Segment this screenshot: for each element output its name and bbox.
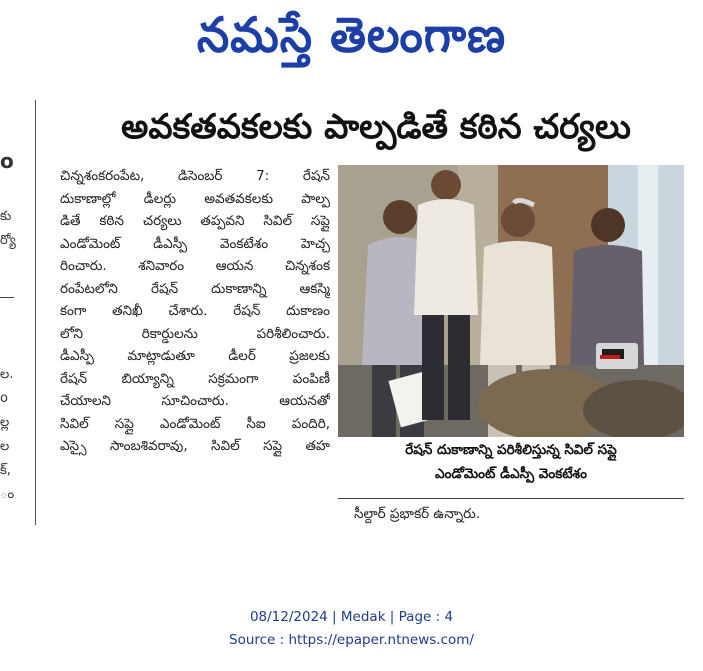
article-headline: అవకతవకలకు పాల్పడితే కఠిన చర్యలు [121,107,631,147]
body-line: ఎండోమెంట్ డీఎస్పీ వెంకటేశం హెచ్చ [60,235,330,252]
adjacent-column-fragment [0,135,22,525]
text-fragment: o [0,391,8,406]
page-footer [0,606,703,652]
body-line: చేయాలని సూచించారు. ఆయనతో [60,393,330,409]
body-line: దుకాణాల్లో డీలర్లు అవతవకలకు పాల్ప [60,190,330,207]
text-fragment: ల. [0,367,14,382]
masthead [0,0,703,82]
text-fragment: ల [0,439,10,454]
caption-line: ఎండోమెంట్ డీఎస్పీ వెంకటేశం [435,466,587,482]
text-fragment: o [0,149,14,173]
photo-caption [338,438,684,499]
body-line: ఎస్సై సాంబశివరావు, సివిల్ సప్లై తహ [60,438,330,454]
article-continued-line: సీల్దార్ ప్రభాకర్ ఉన్నారు. [354,506,481,522]
article-body [60,165,330,458]
body-line: డీఎస్పీ మాట్లాడుతూ డీలర్ ప్రజలకు [60,348,330,364]
edition-info: 08/12/2024 | Medak | Page : 4 [249,609,454,625]
text-fragment: క్, [0,463,11,478]
body-line: డితే కఠిన చర్యలు తప్పవని సివిల్ సప్లై [60,213,330,229]
body-line: చిన్నశంకరంపేట, డిసెంబర్ 7: రేషన్ [60,168,330,184]
body-line: సివిల్ సప్లై ఎండోమెంట్ సీఐ పందిరి, [60,415,330,432]
article-photo [338,165,684,437]
column-divider [35,100,36,525]
source-link[interactable]: Source : https://epaper.ntnews.com/ [229,632,474,648]
body-line: రేషన్ బియ్యాన్ని సక్రమంగా పంపిణీ [60,370,330,387]
body-line: కంగా తనిఖీ చేశారు. రేషన్ దుకాణం [60,303,330,319]
text-fragment: కు [0,209,12,224]
body-line: లోని రికార్డులను పరిశీలించారు. [60,325,330,342]
text-fragment: ర్యో [0,233,16,248]
body-line: రించారు. శనివారం ఆయన చిన్నశంక [60,258,330,274]
text-fragment: ల్ల [0,415,10,430]
column-rule [0,297,14,298]
newspaper-logo-text: నమస్తే తెలంగాణ [196,6,507,64]
caption-line: రేషన్ దుకాణాన్ని పరిశీలిస్తున్న సివిల్ సప్లై [405,442,617,458]
body-line: రంపేటలోని రేషన్ దుకాణాన్ని ఆకస్మి [60,280,330,297]
text-fragment: ం [0,487,15,502]
